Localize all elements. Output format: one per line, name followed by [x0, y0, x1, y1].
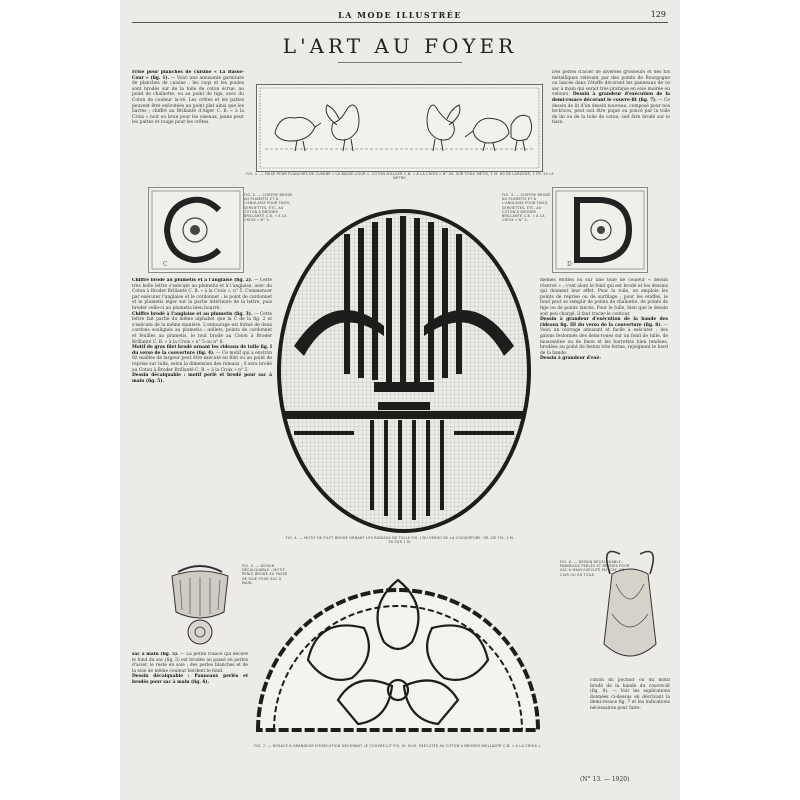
chiffre1-body: — Cette très belle lettre s'exécute au plumetis et à l'anglaise, avec du Coton à Broder Brillanté C. B. « à la Croix », n° 5. Commencer par exécuter l'anglaise et le cordonnet ; le point de cordonnet et le plumetis léger sur la partie intérieure de la lettre, puis broder celle-ci au plumetis bien bourré.	[132, 278, 272, 311]
sac-main-article	[132, 652, 248, 762]
page-title: L'ART AU FOYER	[282, 34, 518, 58]
pochoir-body: cution du pochoir ou du motif brodé de la bande du couvre-lit (fig. 9). — Voir les explications données ci-dessus en décrivant la demi-rosace fig. 7 et les indications nécessaires pour faire.	[590, 678, 670, 711]
demi-rosace-body: — Ce dessin de lit d'un dessin nouveau, composé pour nos lectrices, peut soit être piqué ou poncé par la toile de lin ou de la toile de coton, soit être brodé sur le tissu.	[552, 97, 670, 126]
panneaux-heading: Dessin décalquable : Panneaux perlés et brodés pour sac à main (fig. 6).	[132, 674, 248, 685]
motif-heading: Motif de gros filet brodé ornant les rideaux de tulle fig. I du verso de la couverture (fig. 4).	[132, 345, 272, 356]
hen-left	[275, 117, 321, 151]
pochoir-article	[590, 678, 670, 768]
dessin-execution-heading: Dessin à grandeur d'exé-	[540, 356, 602, 362]
chiffre2-heading: Chiffre brodé à l'anglaise et au plumetis (fig. 3).	[132, 311, 253, 317]
running-title: LA MODE ILLUSTRÉE	[338, 10, 462, 20]
motif-body: — Ce motif qui a environ 92 mailles de largeur peut être exécuté en filet ou au point de reprise sur tulle, selon la dimension des rideaux ; il sera brodé au Coton à Broder Brillanté C. B. « à la Croix » n° 5.	[132, 350, 272, 373]
filet-motif-figure	[274, 206, 534, 536]
rooster-right	[427, 105, 460, 151]
basse-cour-illustration	[257, 85, 542, 171]
dropcap-c-figure	[148, 187, 244, 273]
chiffre1-heading: Chiffre brodé au plumetis et à l'anglaise (fig. 2).	[132, 278, 253, 283]
bande-rideaux-body: — Voici un ouvrage amusant et facile à exécuter ; des galons festonnés des demi-roues sur un fond de tulle, de mousseline ou de linon et les barrettes bien tendues, brodées au point de feston très ferme, rejoignent le bord de la bande.	[540, 322, 668, 356]
etoffes-text: mêmes étoffes ou sur une toile de couleur « dessin réservé » ; c'est alors le fond qui est brodé et les dessins qui donnent leur effet. Pour la toile, on emploie les points de reprise ou de surfilage ; pour les étoffes, le fond peut se remplir de points de chaînette, de points de tige ou de points lancés. Pour le tulle, bien que le dessin soit peu chargé, il faut tracer le contour.	[540, 278, 668, 317]
fig2-caption: FIG. 2. — CHIFFRE BRODÉ AU PLUMETIS ET À L'ANGLAISE POUR TAIES, SERVIETTES, ETC. AU COTON À BRODER BRILLANTÉ C.B. « À LA CROIX » N° 5.	[244, 193, 293, 223]
hen-center	[465, 118, 509, 151]
dropcap-d-figure	[552, 187, 648, 273]
title-rule	[338, 62, 462, 63]
demi-rosace-heading: Dessin à grandeur d'exécution de la demi-rosace décorant le couvre-lit (fig. 7).	[552, 92, 670, 103]
fig6-caption: FIG. 6. — DESSIN DÉCALQUABLE : PANNEAUX PERLÉS ET BRODÉS POUR SAC À MAIN EXÉCUTÉ EN SOIE, EN CUIR OU EN TOILE.	[560, 560, 630, 577]
frise-heading: Frise pour planches de cuisine « La Basse-Cour » (fig. 1).	[132, 70, 244, 81]
chiffre-articles	[132, 278, 272, 553]
sac-intro: Des perles d'acier de diverses grosseurs et des fils métalliques relevant par des points de Bourgogne ou lancés dans l'étoffe décorent les panneaux de ce sac à main qui serait très pratique en soie moirée ou velours.	[552, 70, 670, 98]
frise-body: — Voici une amusante garniture de planches de cuisine ; les coqs et les poules sont brodés sur de la toile de coton écrue, au point de chaînette, ou au point de tige, avec du Coton de couleur la-vé. Les crêtes et les pattes peuvent être exécutées au point plat ainsi que les barres ; chiffré au Brillanté d'Alger C. B. « à la Croix » noir ou brun pour les oiseaux, jaune pour les pattes et rouge pour les crêtes.	[132, 75, 244, 126]
sac-a-main-fig5	[160, 562, 240, 652]
frieze-figure	[256, 84, 543, 172]
frise-article	[132, 70, 244, 180]
dropcap-d-letter: D	[567, 261, 572, 268]
bande-rideaux-heading: Dessin à grandeur d'exécution de la bande des rideaux fig. III du verso de la couverture (fig. 8).	[540, 317, 668, 328]
ornamental-letter-c	[149, 188, 243, 272]
fig5-caption: FIG. 5. — DESSIN DÉCALQUABLE : MOTIF PERLÉ BRODÉ AU PASSÉ DE SOIE POUR SAC À MAIN.	[242, 564, 288, 585]
ornamental-letter-d	[553, 188, 647, 272]
magazine-page	[120, 0, 680, 800]
fig4-caption: FIG. 4. — MOTIF DE FILET BRODÉ ORNANT LES RIDEAUX DE TULLE FIG. I DU VERSO DE LA COUVERTURE. GR. DE FIG. 1 M. 50 SUR 1 M.	[285, 536, 515, 545]
header-rule	[132, 22, 668, 23]
fig1-caption: FIG. 1. — FRISE POUR PLANCHES DE CUISINE « LA BASSE-COUR ». COTON D'ALGER C.B. « À LA CROIX » N° 40. SUR TOILE MÉTIS, 1 M. 60 DE LARGEUR, 1 FR. 50 LE MÈTRE.	[246, 172, 554, 181]
demi-rosace-fig7	[248, 550, 548, 740]
fig3-caption: FIG. 3. — CHIFFRE BRODÉ AU PLUMETIS ET À L'ANGLAISE POUR TAIES, SERVIETTES, ETC. AU COTON À BRODER BRILLANTÉ C.B. « À LA CROIX » N° 5.	[502, 193, 551, 223]
issue-footer: (N° 13. — 1920)	[580, 776, 630, 783]
rooster-left	[326, 105, 359, 151]
sac-label: sac à main (fig. 5).	[132, 652, 179, 657]
dessin-decalquable-heading: Dessin décalquable : motif perlé et brodé pour sac à main (fig. 5).	[132, 373, 272, 384]
hen-right	[511, 115, 532, 151]
sac-article	[552, 70, 670, 178]
fig7-caption: FIG. 7. — ROSACE À GRANDEUR D'EXÉCUTION DÉCORANT LE COUVRE-LIT FIG. III. ÉLIX. EXÉCUTÉE AU COTON À BRODER BRILLANTÉ C.B. « À LA CROIX ».	[254, 744, 542, 748]
page-number: 129	[650, 10, 666, 19]
rideaux-articles	[540, 278, 668, 548]
dropcap-c-letter: C	[163, 261, 168, 268]
sac-body: — La petite rosace qui décore le fond du sac (fig. 5) est brodée au passé en perles d'acier, le reste en soie ; des perles blanches et de la soie de même couleur bordent le fond.	[132, 652, 248, 674]
chiffre2-body: — Cette lettre fait partie du même alphabet que la C de la fig. 2 et s'exécute de la même manière. L'entourage est formé de deux cordons soulignés au plumetis : œillets, points de cordonnet et feuilles au plumetis, le tout brodé au Coton à Broder Brillanté C. B. « à la Croix » n° 5 ou n° 6.	[132, 311, 272, 345]
